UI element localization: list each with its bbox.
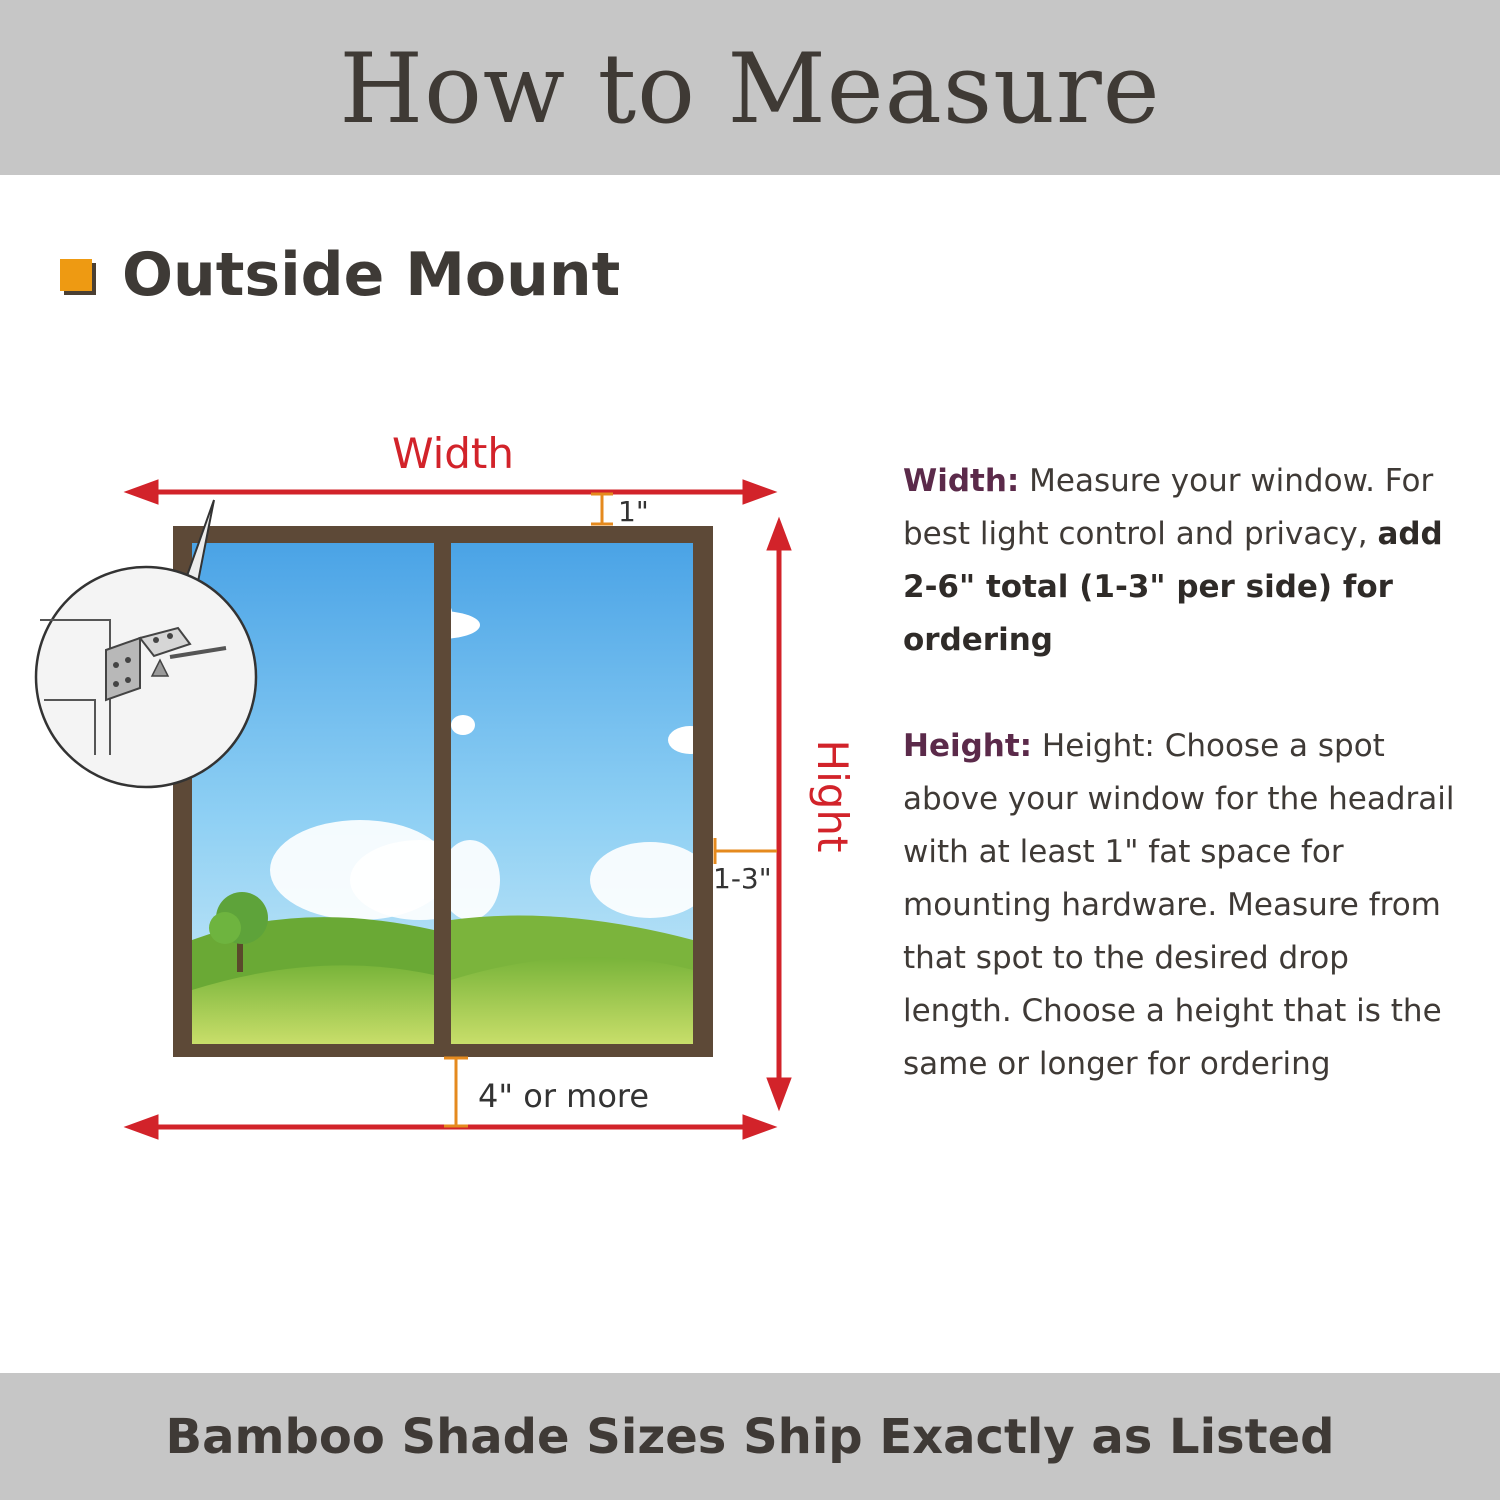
measurement-diagram: [0, 400, 880, 1160]
width-label: Width: [391, 429, 515, 478]
width-key: Width:: [903, 463, 1020, 499]
header-banner: [0, 0, 1500, 175]
section-heading: [60, 240, 620, 310]
section-title: Outside Mount: [122, 240, 621, 310]
height-label: Hight: [808, 739, 857, 853]
bottom-gap-label: 4" or more: [478, 1077, 650, 1115]
paragraph-gap: [903, 667, 1463, 720]
top-gap-label: 1": [618, 495, 649, 528]
width-instruction: [903, 455, 1463, 667]
width-emphasis: add 2-6" total (1-3" per side) for ordering: [903, 516, 1443, 658]
top-gap-marker: [591, 494, 613, 524]
width-text: Measure your window. For best light control and privacy,: [903, 463, 1434, 552]
footer-banner: [0, 1373, 1500, 1500]
side-gap-label: 1-3": [713, 862, 772, 895]
side-gap-marker: [715, 838, 777, 864]
page-title: How to Measure: [339, 32, 1161, 145]
bottom-gap-marker: [444, 1058, 468, 1126]
height-key: Height:: [903, 728, 1033, 764]
height-arrow: [767, 518, 791, 1110]
measurement-instructions: [903, 455, 1463, 1091]
square-bullet-icon: [60, 259, 92, 291]
width-arrow: [125, 480, 776, 504]
footer-text: Bamboo Shade Sizes Ship Exactly as Listed: [165, 1408, 1335, 1465]
height-instruction: [903, 720, 1463, 1091]
height-text: Height: Choose a spot above your window for the headrail with at least 1" fat space for mounting hardware. Measure from that spot to the desired drop length. Choose a height that is the same or longer for ordering: [903, 728, 1455, 1082]
